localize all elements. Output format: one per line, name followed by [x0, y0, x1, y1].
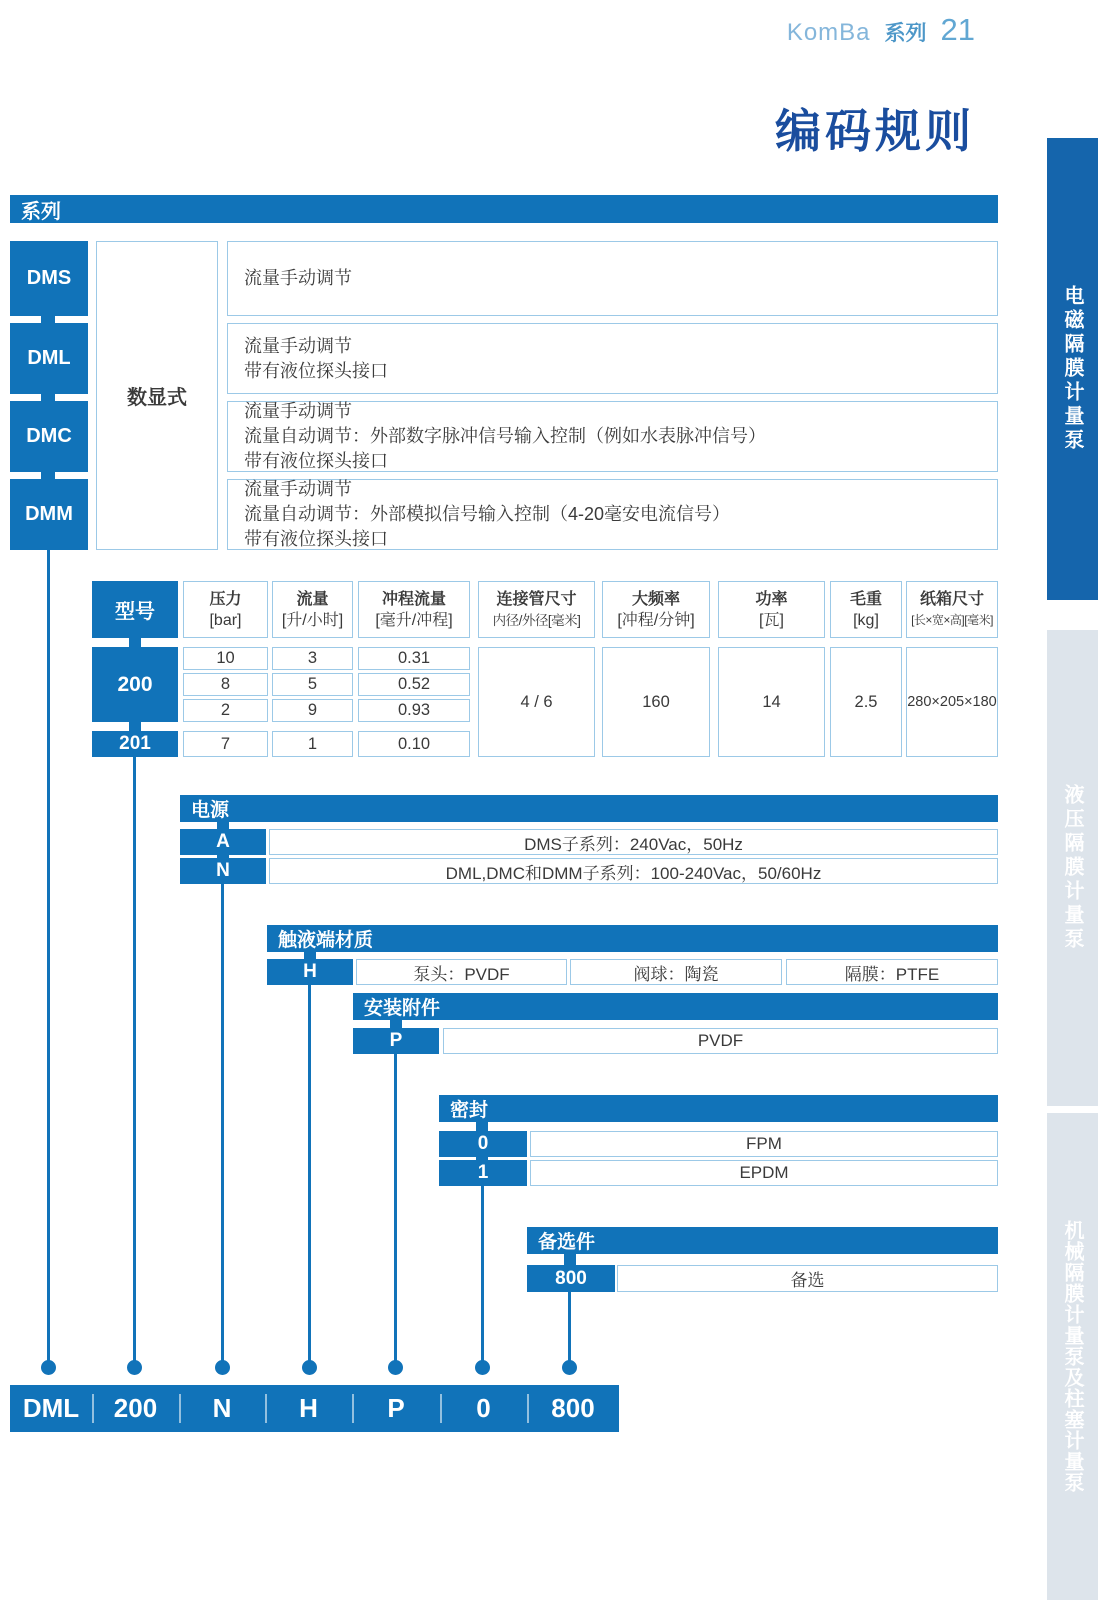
series-code-dms: DMS — [10, 241, 88, 316]
connector-dot — [388, 1360, 403, 1375]
power-desc-a: DMS子系列：240Vac，50Hz — [269, 829, 998, 855]
table-cell: 1 — [272, 731, 353, 757]
table-cell: 5 — [272, 673, 353, 696]
connector-notch — [41, 472, 55, 479]
mounting-header-bar: 安装附件 — [353, 993, 998, 1020]
desc-line: 流量手动调节 — [244, 479, 352, 499]
col-title: 冲程流量 — [381, 590, 446, 608]
table-cell: 0.52 — [358, 673, 470, 696]
connector-notch — [564, 1254, 576, 1265]
model-code-segment: 200 — [92, 1385, 179, 1432]
seal-desc-0: FPM — [530, 1131, 998, 1157]
table-cell: 10 — [183, 647, 268, 670]
connector-dot — [475, 1360, 490, 1375]
connector-notch — [476, 1122, 488, 1131]
col-unit: [kg] — [853, 611, 879, 629]
model-code-segment: 0 — [440, 1385, 527, 1432]
col-header-pressure — [183, 581, 268, 638]
page-title: 编码规则 — [775, 105, 975, 157]
series-desc-dmc — [227, 401, 998, 472]
power-desc-n: DML,DMC和DMM子系列：100-240Vac，50/60Hz — [269, 858, 998, 884]
connector-line-optional — [568, 1292, 571, 1362]
shared-frequency-cell: 160 — [602, 647, 710, 757]
model-code-segment: H — [265, 1385, 352, 1432]
connector-notch — [129, 638, 141, 647]
model-code-segment: 800 — [527, 1385, 619, 1432]
display-type-box: 数显式 — [96, 241, 218, 550]
model-code-bar — [10, 1385, 619, 1432]
shared-power-cell: 14 — [718, 647, 825, 757]
table-cell: 3 — [272, 647, 353, 670]
col-unit: [瓦] — [759, 611, 784, 629]
col-header-stroke-flow — [358, 581, 470, 638]
col-header-weight — [830, 581, 902, 638]
series-desc-dml — [227, 323, 998, 394]
seal-desc-1: EPDM — [530, 1160, 998, 1186]
seal-header-bar: 密封 — [439, 1095, 998, 1122]
col-title: 压力 — [209, 590, 242, 608]
wetted-material-valveball: 阀球：陶瓷 — [570, 959, 782, 985]
desc-line: 流量自动调节：外部模拟信号输入控制（4-20毫安电流信号） — [244, 504, 731, 524]
connector-notch — [217, 822, 229, 829]
model-201-cell: 201 — [92, 731, 178, 757]
col-unit: 内径/外径[毫米] — [492, 612, 581, 628]
col-title: 功率 — [755, 590, 788, 608]
col-unit: [冲程/分钟] — [617, 611, 695, 629]
col-unit: [升/小时] — [281, 611, 344, 629]
col-unit: [长×宽×高][毫米] — [911, 612, 993, 627]
connector-dot — [215, 1360, 230, 1375]
series-code-dmc: DMC — [10, 401, 88, 472]
power-header-bar: 电源 — [180, 795, 998, 822]
col-header-flow — [272, 581, 353, 638]
optional-header-bar: 备选件 — [527, 1227, 998, 1254]
connector-dot — [562, 1360, 577, 1375]
desc-line: 流量手动调节 — [244, 268, 352, 288]
shared-weight-cell: 2.5 — [830, 647, 902, 757]
col-header-carton — [906, 581, 998, 638]
power-code-a: A — [180, 829, 266, 855]
connector-dot — [302, 1360, 317, 1375]
col-header-connection — [478, 581, 595, 638]
table-cell: 7 — [183, 731, 268, 757]
col-header-power — [718, 581, 825, 638]
model-200-cell: 200 — [92, 647, 178, 722]
wetted-code-h: H — [267, 959, 353, 985]
table-cell: 0.10 — [358, 731, 470, 757]
brand-name: KomBa — [786, 19, 871, 46]
col-title: 流量 — [296, 590, 329, 608]
connector-notch — [41, 316, 55, 323]
table-cell: 0.93 — [358, 699, 470, 722]
connector-line-wetted — [308, 985, 311, 1362]
connector-notch — [41, 394, 55, 401]
series-code-dmm: DMM — [10, 479, 88, 550]
series-code-dml: DML — [10, 323, 88, 394]
desc-line: 带有液位探头接口 — [244, 360, 388, 381]
col-header-frequency — [602, 581, 710, 638]
series-header-bar: 系列 — [10, 195, 998, 223]
optional-desc: 备选 — [617, 1265, 998, 1292]
seal-code-0: 0 — [439, 1131, 527, 1157]
table-cell: 9 — [272, 699, 353, 722]
sidebar-tab-mechanical-diaphragm-plunger-pump: 机械隔膜计量泵及柱塞计量泵 — [1047, 1113, 1098, 1600]
wetted-header-bar: 触液端材质 — [267, 925, 998, 952]
series-desc-dms — [227, 241, 998, 316]
connector-dot — [41, 1360, 56, 1375]
col-title: 连接管尺寸 — [496, 590, 577, 608]
page-number: 21 — [940, 12, 975, 47]
sidebar-tab-hydraulic-diaphragm-pump: 液压隔膜计量泵 — [1047, 630, 1098, 1106]
connector-notch — [129, 722, 141, 731]
connector-line-seal — [481, 1186, 484, 1362]
sidebar-tab-solenoid-diaphragm-pump: 电磁隔膜计量泵 — [1047, 138, 1098, 600]
shared-connection-cell: 4 / 6 — [478, 647, 595, 757]
connector-dot — [127, 1360, 142, 1375]
model-code-segment: DML — [22, 1393, 80, 1423]
desc-line: 带有液位探头接口 — [244, 451, 388, 471]
brand-series-label: 系列 — [884, 22, 927, 45]
connector-notch — [390, 1020, 402, 1028]
desc-line: 流量手动调节 — [244, 335, 352, 356]
spec-model-header: 型号 — [92, 581, 178, 638]
power-code-n: N — [180, 858, 266, 884]
mounting-code-p: P — [353, 1028, 439, 1054]
shared-carton-cell: 280×205×180 — [906, 647, 998, 757]
seal-code-1: 1 — [439, 1160, 527, 1186]
table-cell: 0.31 — [358, 647, 470, 670]
model-code-segment: P — [352, 1385, 440, 1432]
wetted-material-diaphragm: 隔膜：PTFE — [786, 959, 998, 985]
optional-code-800: 800 — [527, 1265, 615, 1292]
page-header — [600, 12, 975, 48]
series-desc-dmm — [227, 479, 998, 550]
connector-line-power — [221, 884, 224, 1362]
desc-line: 流量手动调节 — [244, 401, 352, 421]
connector-line-model — [133, 757, 136, 1362]
col-unit: [毫升/冲程] — [375, 611, 453, 629]
table-cell: 2 — [183, 699, 268, 722]
col-title: 大频率 — [631, 590, 680, 608]
connector-notch — [304, 952, 316, 959]
connector-line-mounting — [394, 1054, 397, 1362]
wetted-material-pumphead: 泵头：PVDF — [356, 959, 567, 985]
connector-line-series — [47, 550, 50, 1362]
mounting-desc: PVDF — [443, 1028, 998, 1054]
col-title: 纸箱尺寸 — [919, 590, 984, 608]
desc-line: 带有液位探头接口 — [244, 529, 388, 549]
col-unit: [bar] — [209, 611, 242, 629]
desc-line: 流量自动调节：外部数字脉冲信号输入控制（例如水表脉冲信号） — [244, 426, 766, 446]
col-title: 毛重 — [849, 590, 882, 608]
model-code-segment: N — [179, 1385, 265, 1432]
table-cell: 8 — [183, 673, 268, 696]
